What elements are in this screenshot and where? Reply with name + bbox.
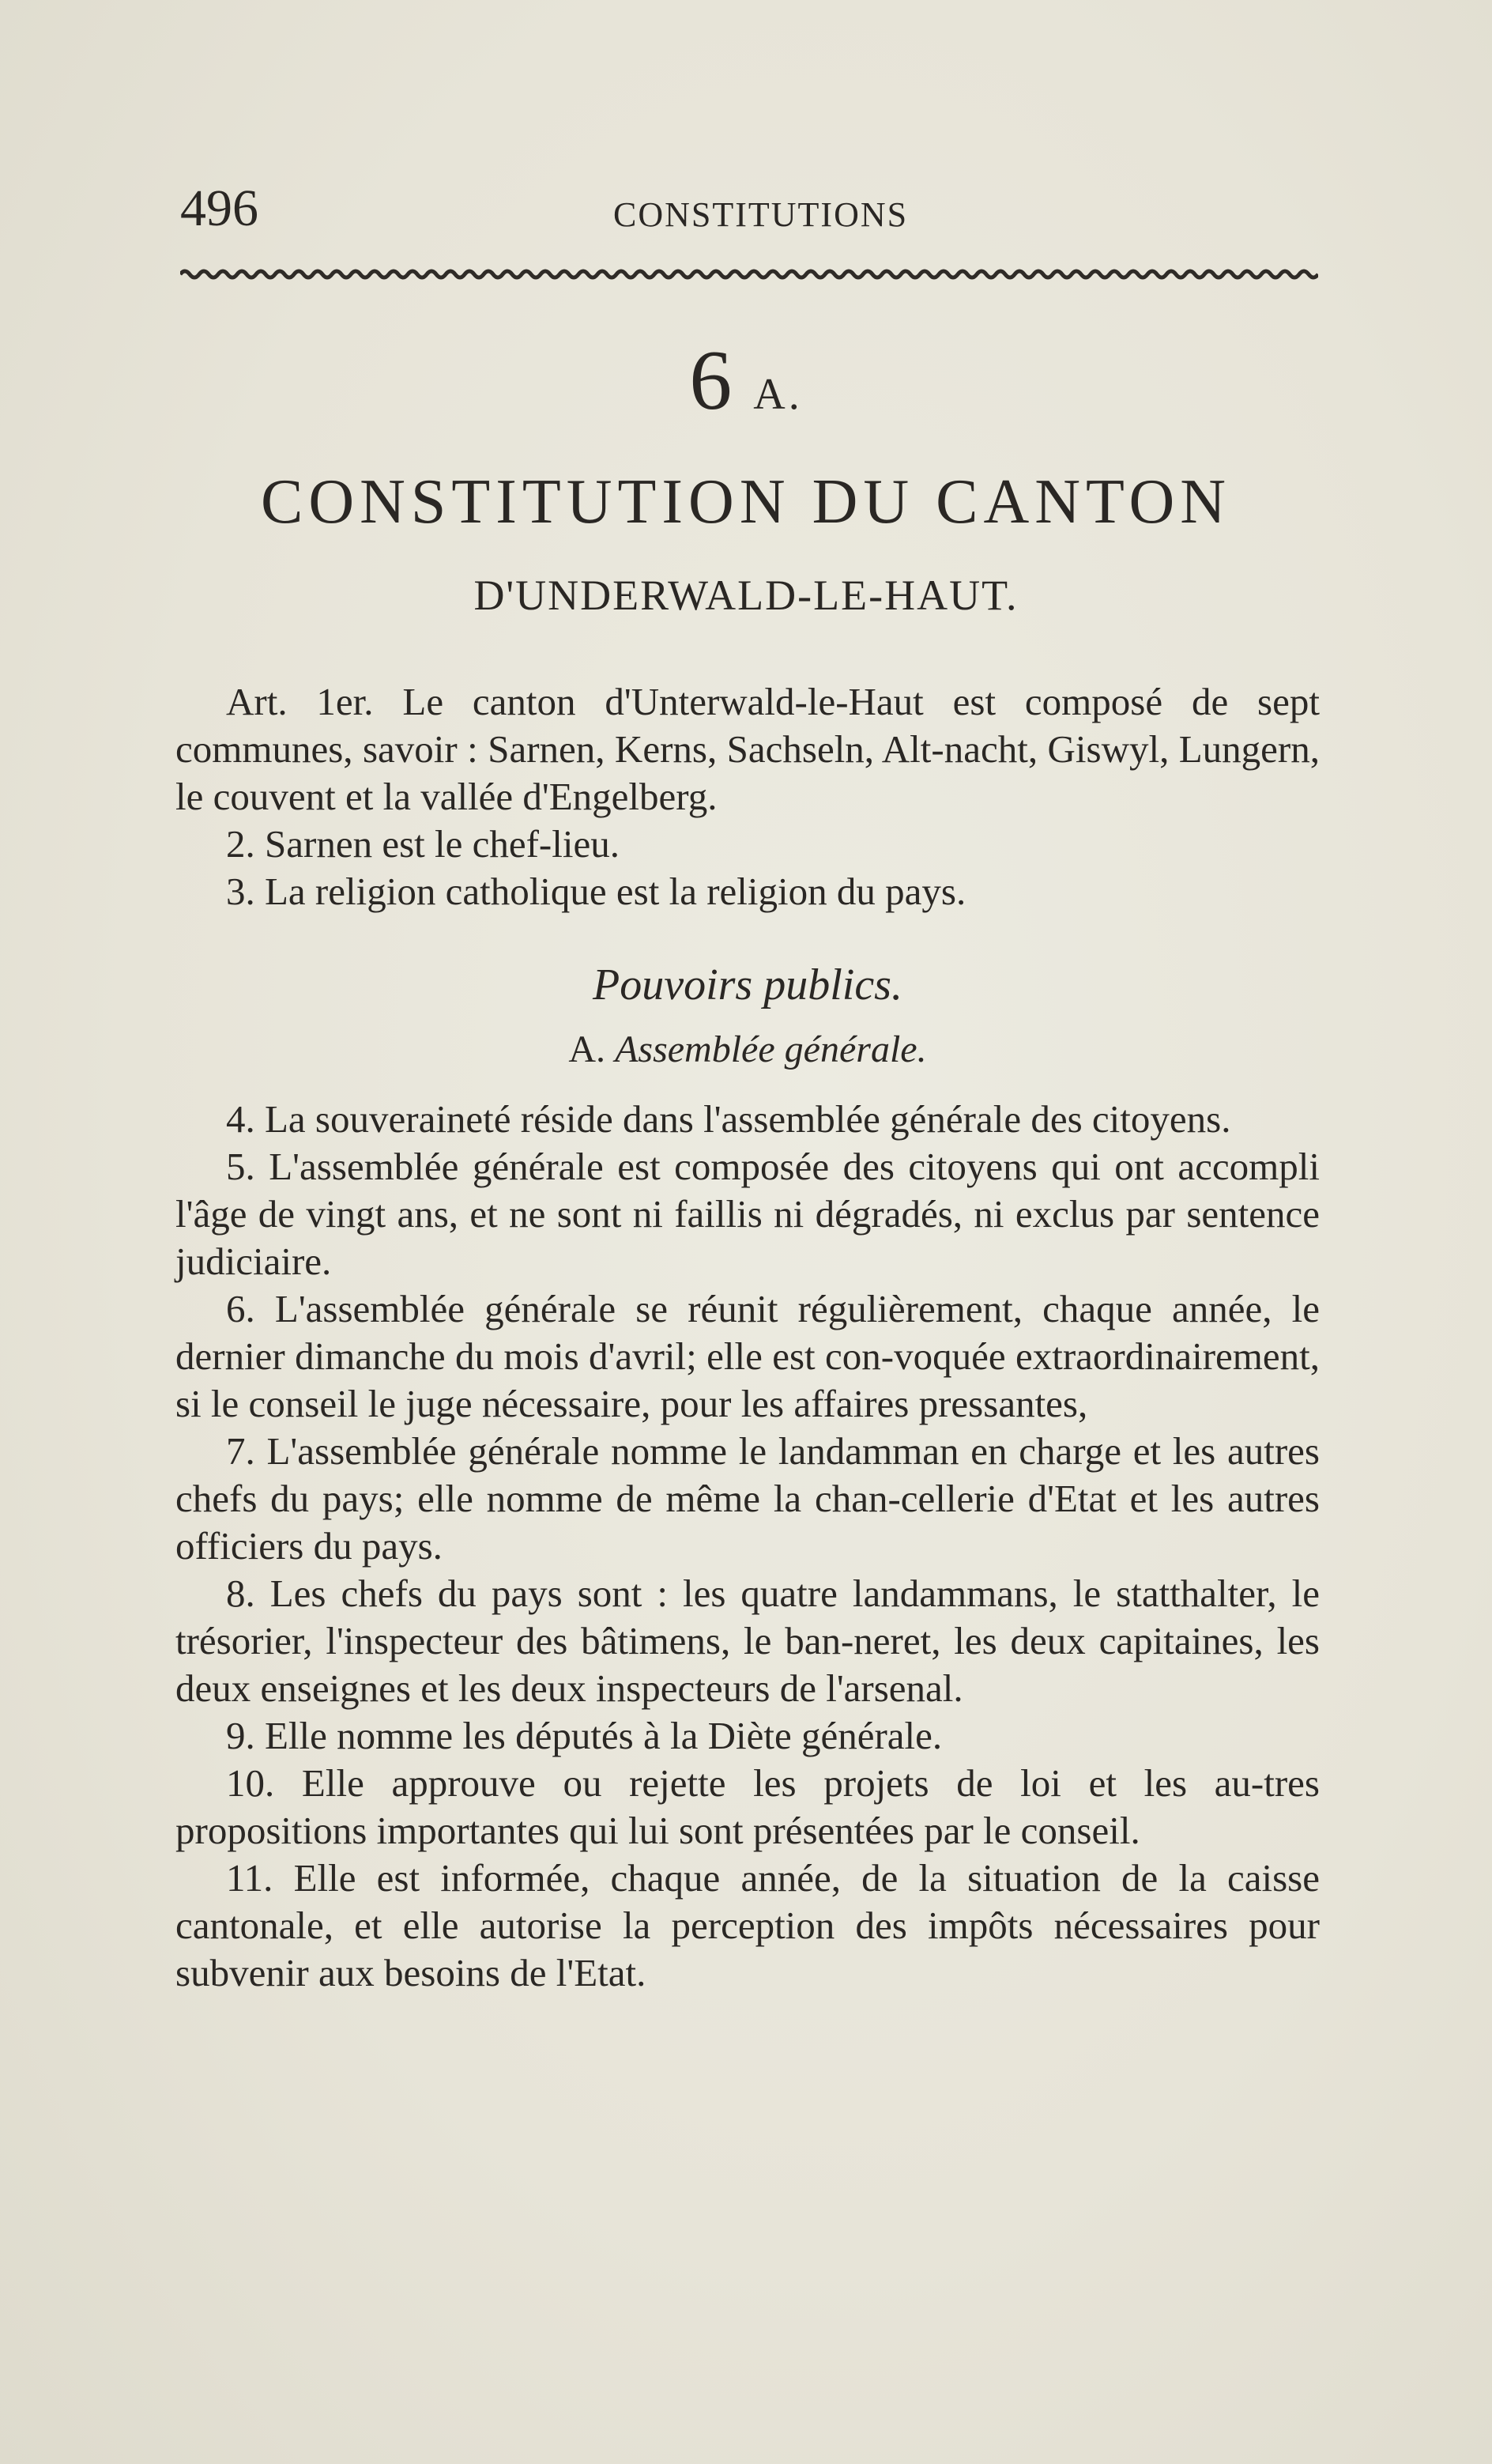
article-paragraph: 4. La souveraineté réside dans l'assemblée générale des citoyens.: [226, 1097, 1231, 1141]
constitution-title: CONSTITUTION DU CANTON: [260, 467, 1232, 537]
section-heading: Pouvoirs publics.: [593, 960, 902, 1009]
article-paragraph: 3. La religion catholique est la religion du pays.: [226, 870, 966, 913]
article-number-digit: 6: [689, 334, 733, 428]
ornamental-rule: [180, 266, 1318, 283]
article-paragraph: 11. Elle est informée, chaque année, de la situation de la caisse cantonale, et elle autorise la perception des impôts nécessaires pour subvenir aux besoins de l'Etat.: [175, 1856, 1320, 1994]
article-number: [0, 332, 1492, 430]
body-text: [175, 678, 1320, 1997]
article-paragraph: 2. Sarnen est le chef-lieu.: [226, 822, 620, 866]
article-paragraph: 5. L'assemblée générale est composée des citoyens qui ont accompli l'âge de vingt ans, et ne sont ni faillis ni dégradés, ni exclus par sentence judiciaire.: [175, 1145, 1320, 1283]
subsection-letter: A.: [568, 1028, 606, 1070]
page-number: 496: [180, 179, 258, 237]
article-paragraph: 7. L'assemblée générale nomme le landamman en charge et les autres chefs du pays; elle nomme de même la chan-cellerie d'Etat et les autres officiers du pays.: [175, 1429, 1320, 1568]
constitution-subtitle: D'UNDERWALD-LE-HAUT.: [473, 572, 1019, 619]
article-paragraph: 10. Elle approuve ou rejette les projets de loi et les au-tres propositions importantes qui lui sont présentées par le conseil.: [175, 1761, 1320, 1852]
article-paragraph: 9. Elle nomme les députés à la Diète générale.: [226, 1714, 943, 1757]
page-header: [180, 179, 1318, 242]
running-head: CONSTITUTIONS: [613, 195, 909, 234]
article-paragraph: Art. 1er. Le canton d'Unterwald-le-Haut est composé de sept communes, savoir : Sarnen, Kerns, Sachseln, Alt-nacht, Giswyl, Lungern, le couvent et la vallée d'Engelberg.: [175, 680, 1320, 818]
article-paragraph: 8. Les chefs du pays sont : les quatre landammans, le statthalter, le trésorier, l'inspecteur des bâtimens, le ban-neret, les deux capitaines, les deux enseignes et les deux inspecteurs de l'arsenal.: [175, 1572, 1320, 1710]
subsection-title: Assemblée générale.: [615, 1028, 927, 1070]
article-number-letter: A.: [753, 370, 803, 419]
subsection-heading: [175, 1026, 1320, 1074]
article-paragraph: 6. L'assemblée générale se réunit régulièrement, chaque année, le dernier dimanche du mois d'avril; elle est con-voquée extraordinairement, si le conseil le juge nécessaire, pour les affaires pressantes,: [175, 1287, 1320, 1425]
